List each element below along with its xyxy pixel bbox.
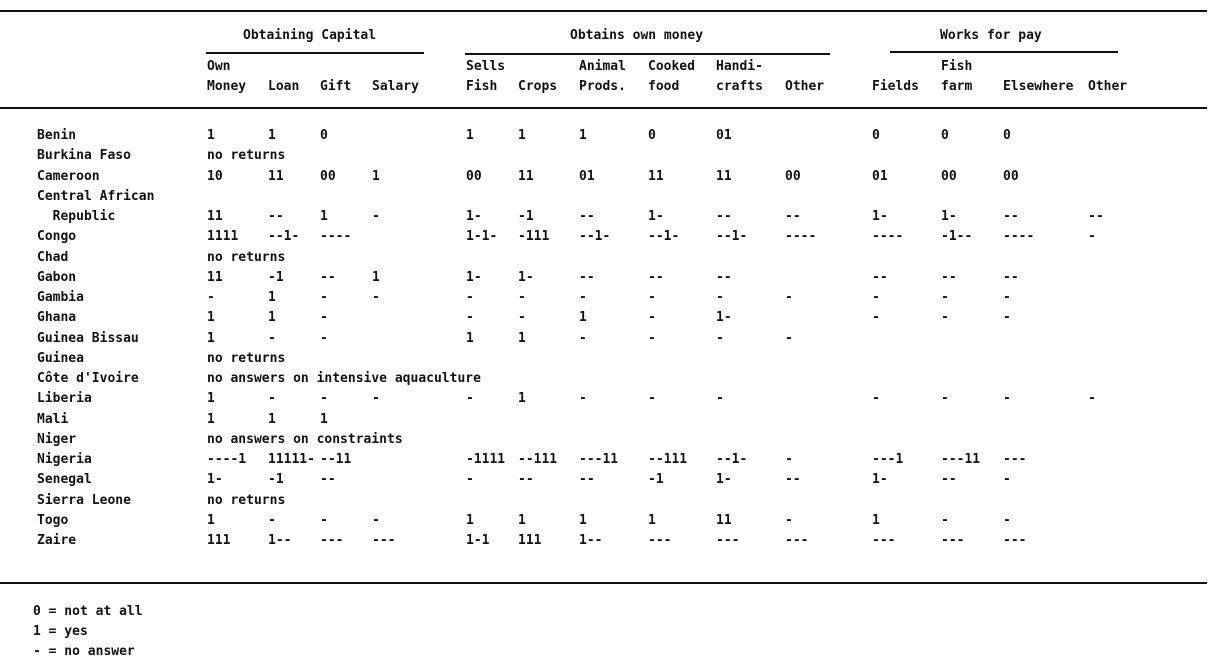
table-cell: 1 [518, 391, 526, 406]
table-cell: --11 [320, 452, 352, 467]
table-cell: --- [872, 533, 896, 548]
table-cell: --- [320, 533, 344, 548]
table-cell: 1 [518, 331, 526, 346]
country-label: Republic [37, 209, 116, 224]
table-cell: 1-1 [466, 533, 490, 548]
table-cell: - [941, 290, 949, 305]
table-cell: --1- [716, 452, 748, 467]
table-cell: - [1003, 513, 1011, 528]
row-note: no returns [207, 250, 286, 265]
table-cell: - [518, 290, 526, 305]
table-cell: 111 [207, 533, 231, 548]
table-cell: 11111- [268, 452, 315, 467]
table-cell: 1 [207, 128, 215, 143]
column-header-farm-line1: Fish [941, 59, 973, 74]
column-header-fields: Fields [872, 79, 919, 94]
table-cell: - [785, 290, 793, 305]
table-cell: - [1003, 290, 1011, 305]
table-cell: --- [1003, 452, 1027, 467]
table-cell: - [785, 331, 793, 346]
table-cell: - [518, 310, 526, 325]
table-cell: 0 [648, 128, 656, 143]
table-cell: -- [320, 472, 336, 487]
table-cell: - [466, 391, 474, 406]
table-cell: 1 [268, 128, 276, 143]
table-cell: 1 [466, 331, 474, 346]
column-header-food: food [648, 79, 680, 94]
table-cell: 1111 [207, 229, 239, 244]
table-cell: 11 [716, 513, 732, 528]
column-header-money-line1: Own [207, 59, 231, 74]
table-cell: - [648, 290, 656, 305]
row-note: no returns [207, 351, 286, 366]
table-cell: - [466, 310, 474, 325]
table-cell: ---- [872, 229, 904, 244]
column-header-money: Money [207, 79, 247, 94]
table-cell: -1111 [466, 452, 506, 467]
table-cell: - [716, 331, 724, 346]
table-cell: ---- [1003, 229, 1035, 244]
table-cell: --- [716, 533, 740, 548]
table-cell: 1 [466, 128, 474, 143]
table-cell: ---11 [579, 452, 619, 467]
table-cell: 1 [872, 513, 880, 528]
table-cell: 1- [466, 209, 482, 224]
column-header-farm: farm [941, 79, 973, 94]
table-cell: - [648, 310, 656, 325]
country-label: Gambia [37, 290, 84, 305]
table-cell: - [372, 290, 380, 305]
table-cell: 1 [268, 412, 276, 427]
country-label: Togo [37, 513, 69, 528]
table-cell: - [1088, 391, 1096, 406]
country-label: Niger [37, 432, 77, 447]
table-cell: 11 [716, 169, 732, 184]
table-cell: 1 [268, 310, 276, 325]
table-cell: - [648, 331, 656, 346]
group-header-works-pay: Works for pay [940, 28, 1042, 43]
table-cell: -- [1003, 270, 1019, 285]
column-header-fish-line1: Sells [466, 59, 506, 74]
table-cell: 1- [872, 209, 888, 224]
table-cell: 1 [207, 513, 215, 528]
row-note: no answers on intensive aquaculture [207, 371, 481, 386]
table-cell: -- [1088, 209, 1104, 224]
column-header-salary: Salary [372, 79, 419, 94]
table-cell: 1 [207, 310, 215, 325]
table-cell: - [941, 310, 949, 325]
country-label: Senegal [37, 472, 92, 487]
row-note: no returns [207, 493, 286, 508]
table-cell: - [785, 513, 793, 528]
table-cell: ---11 [941, 452, 981, 467]
bottom-rule [0, 582, 1207, 584]
table-cell: 1 [320, 209, 328, 224]
table-cell: - [648, 391, 656, 406]
column-header-crops: Crops [518, 79, 558, 94]
table-cell: -111 [518, 229, 550, 244]
table-cell: - [320, 290, 328, 305]
table-cell: -- [518, 472, 534, 487]
column-header-prods-: Prods. [579, 79, 626, 94]
country-label: Benin [37, 128, 77, 143]
country-label: Cameroon [37, 169, 100, 184]
table-cell: -- [579, 209, 595, 224]
column-header-crafts-line1: Handi- [716, 59, 763, 74]
table-cell: - [466, 290, 474, 305]
table-cell: 00 [785, 169, 801, 184]
table-cell: 1-- [579, 533, 603, 548]
table-cell: - [579, 290, 587, 305]
column-header-other: Other [1088, 79, 1128, 94]
table-cell: - [1003, 472, 1011, 487]
group-rule-capital [206, 52, 424, 54]
table-cell: --1- [268, 229, 300, 244]
table-cell: - [1088, 229, 1096, 244]
table-cell: -- [785, 209, 801, 224]
table-cell: 11 [207, 270, 223, 285]
table-cell: -- [785, 472, 801, 487]
column-header-other: Other [785, 79, 825, 94]
table-cell: - [372, 209, 380, 224]
table-cell: -- [320, 270, 336, 285]
group-rule-own-money [465, 53, 830, 55]
table-cell: - [872, 310, 880, 325]
table-cell: 0 [872, 128, 880, 143]
table-cell: 01 [872, 169, 888, 184]
table-cell: - [320, 331, 328, 346]
table-cell: -- [941, 472, 957, 487]
table-cell: 1 [207, 412, 215, 427]
table-cell: 1 [579, 128, 587, 143]
country-label: Ghana [37, 310, 77, 325]
table-cell: 1 [207, 331, 215, 346]
table-cell: 11 [648, 169, 664, 184]
table-cell: -- [268, 209, 284, 224]
table-cell: - [320, 310, 328, 325]
table-cell: 1-- [268, 533, 292, 548]
table-cell: - [466, 472, 474, 487]
table-cell: -- [579, 270, 595, 285]
table-cell: --1- [579, 229, 611, 244]
table-cell: -- [716, 209, 732, 224]
table-cell: 1- [716, 310, 732, 325]
table-cell: --- [785, 533, 809, 548]
table-cell: 1- [648, 209, 664, 224]
table-cell: -1-- [941, 229, 973, 244]
table-cell: 11 [207, 209, 223, 224]
table-cell: - [268, 513, 276, 528]
legend-item: 0 = not at all [33, 604, 143, 619]
table-cell: - [1003, 391, 1011, 406]
column-header-crafts: crafts [716, 79, 763, 94]
table-cell: -1 [268, 270, 284, 285]
table-cell: 0 [941, 128, 949, 143]
table-cell: -- [1003, 209, 1019, 224]
table-cell: 00 [941, 169, 957, 184]
table-cell: - [207, 290, 215, 305]
group-header-capital: Obtaining Capital [243, 28, 377, 43]
table-cell: -- [648, 270, 664, 285]
table-cell: --1- [716, 229, 748, 244]
table-cell: - [716, 290, 724, 305]
table-cell: 01 [716, 128, 732, 143]
table-cell: 1 [372, 270, 380, 285]
legend-item: - = no answer [33, 644, 135, 659]
table-cell: --111 [648, 452, 688, 467]
column-header-gift: Gift [320, 79, 352, 94]
table-cell: - [1003, 310, 1011, 325]
table-cell: 00 [1003, 169, 1019, 184]
table-cell: ---1 [872, 452, 904, 467]
table-cell: 11 [268, 169, 284, 184]
table-cell: - [372, 513, 380, 528]
table-cell: -- [872, 270, 888, 285]
country-label: Côte d'Ivoire [37, 371, 139, 386]
row-note: no answers on constraints [207, 432, 403, 447]
table-cell: --111 [518, 452, 558, 467]
table-cell: 1- [207, 472, 223, 487]
table-cell: 1- [518, 270, 534, 285]
table-cell: 1- [466, 270, 482, 285]
table-cell: 11 [518, 169, 534, 184]
country-label: Guinea [37, 351, 84, 366]
country-label: Guinea Bissau [37, 331, 139, 346]
table-cell: - [941, 391, 949, 406]
country-label: Chad [37, 250, 69, 265]
table-cell: 1 [372, 169, 380, 184]
table-cell: 1 [207, 391, 215, 406]
country-label: Nigeria [37, 452, 92, 467]
table-cell: ---- [320, 229, 352, 244]
table-cell: 1- [941, 209, 957, 224]
table-cell: ----1 [207, 452, 247, 467]
table-cell: ---- [785, 229, 817, 244]
table-cell: -- [716, 270, 732, 285]
table-cell: 0 [1003, 128, 1011, 143]
table-cell: 1- [716, 472, 732, 487]
country-label: Sierra Leone [37, 493, 131, 508]
table-cell: - [372, 391, 380, 406]
table-cell: --1- [648, 229, 680, 244]
table-cell: - [579, 391, 587, 406]
table-cell: 1 [648, 513, 656, 528]
table-cell: 0 [320, 128, 328, 143]
table-cell: --- [941, 533, 965, 548]
country-label: Zaire [37, 533, 77, 548]
table-cell: - [320, 513, 328, 528]
table-cell: - [716, 391, 724, 406]
table-cell: 1 [579, 513, 587, 528]
group-rule-works-pay [890, 51, 1118, 53]
table-cell: - [320, 391, 328, 406]
country-label: Liberia [37, 391, 92, 406]
table-cell: --- [648, 533, 672, 548]
table-cell: 01 [579, 169, 595, 184]
header-rule [0, 107, 1207, 109]
table-cell: - [268, 391, 276, 406]
column-header-loan: Loan [268, 79, 300, 94]
country-label: Gabon [37, 270, 77, 285]
country-label: Burkina Faso [37, 148, 131, 163]
table-cell: 1 [518, 128, 526, 143]
table-cell: 1 [320, 412, 328, 427]
table-cell: -1 [268, 472, 284, 487]
top-rule [0, 10, 1207, 12]
table-cell: 1 [466, 513, 474, 528]
table-cell: 1 [268, 290, 276, 305]
country-label: Central African [37, 189, 155, 204]
table-cell: --- [1003, 533, 1027, 548]
table-cell: -- [579, 472, 595, 487]
table-cell: - [785, 452, 793, 467]
table-cell: -- [941, 270, 957, 285]
table-cell: 00 [320, 169, 336, 184]
table-cell: - [268, 331, 276, 346]
table-cell: - [872, 290, 880, 305]
country-label: Mali [37, 412, 69, 427]
table-cell: 10 [207, 169, 223, 184]
table-cell: 111 [518, 533, 542, 548]
table-cell: 1-1- [466, 229, 498, 244]
table-cell: - [579, 331, 587, 346]
legend-item: 1 = yes [33, 624, 88, 639]
column-header-food-line1: Cooked [648, 59, 695, 74]
table-cell: - [941, 513, 949, 528]
table-cell: -1 [648, 472, 664, 487]
group-header-own-money: Obtains own money [570, 28, 704, 43]
column-header-elsewhere: Elsewhere [1003, 79, 1074, 94]
table-cell: 1 [518, 513, 526, 528]
table-cell: --- [372, 533, 396, 548]
country-label: Congo [37, 229, 77, 244]
table-cell: - [872, 391, 880, 406]
table-cell: 1- [872, 472, 888, 487]
row-note: no returns [207, 148, 286, 163]
column-header-prods--line1: Animal [579, 59, 626, 74]
table-cell: 00 [466, 169, 482, 184]
table-cell: 1 [579, 310, 587, 325]
table-cell: -1 [518, 209, 534, 224]
column-header-fish: Fish [466, 79, 498, 94]
